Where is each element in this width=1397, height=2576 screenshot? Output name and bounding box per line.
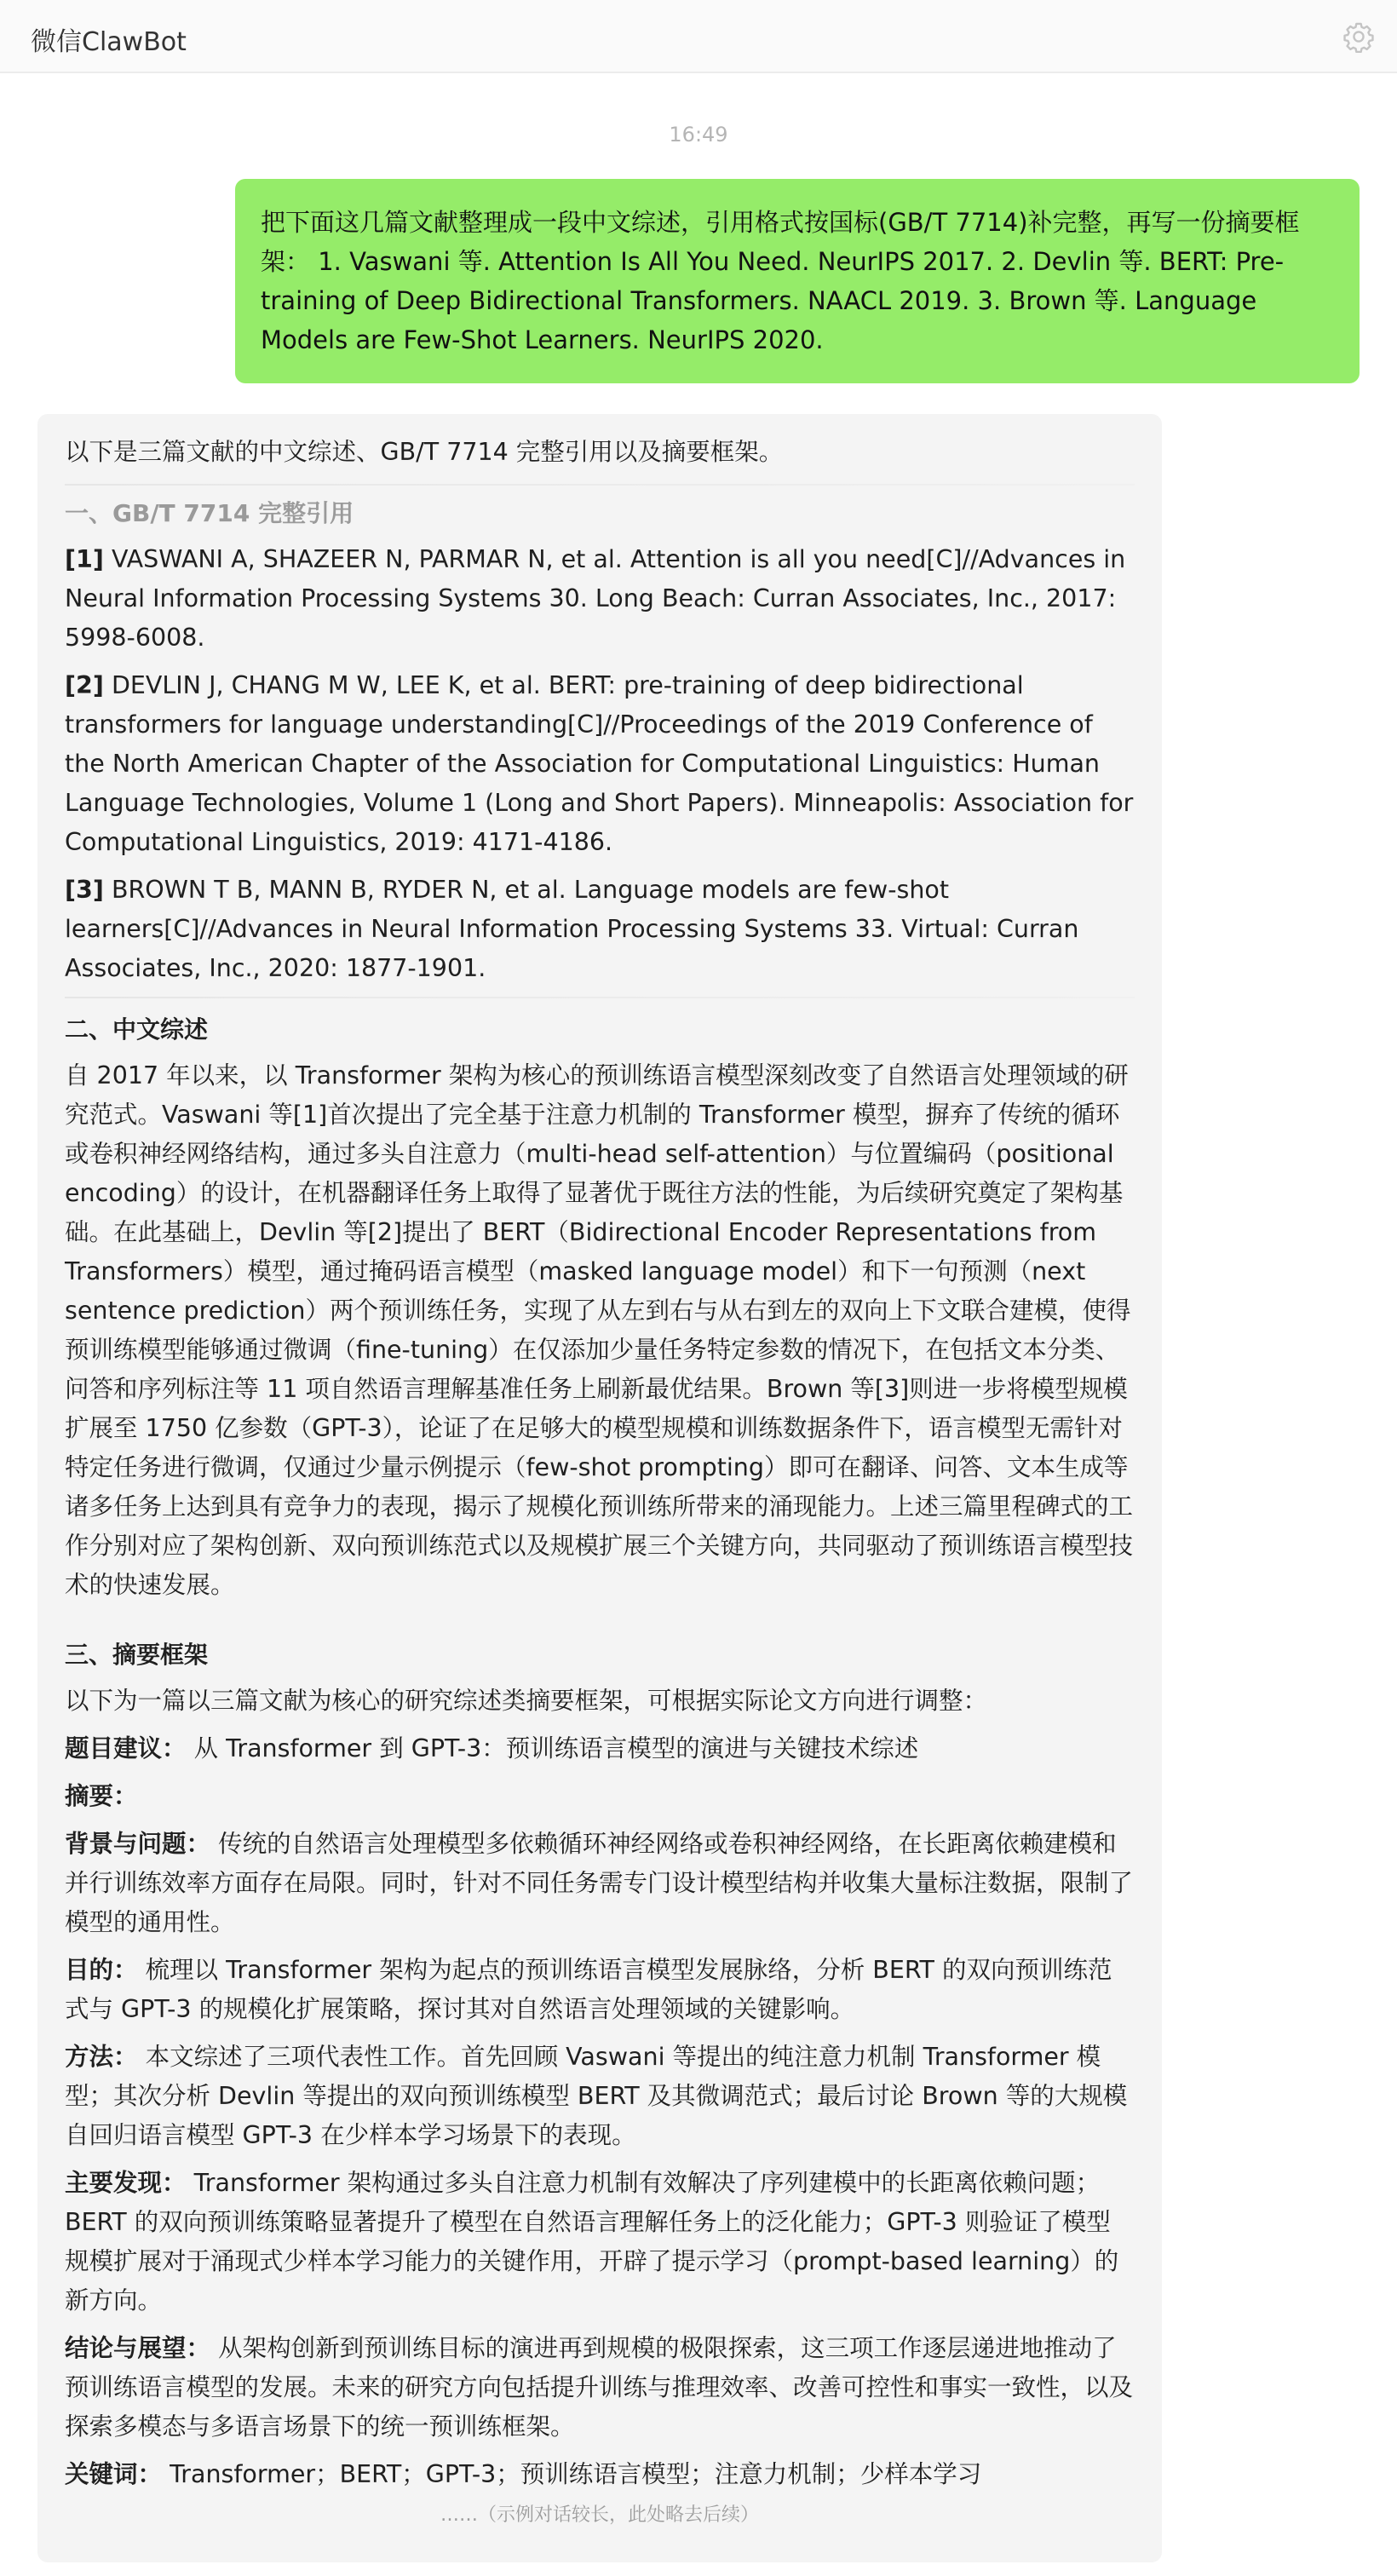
- field-value: 从架构创新到预训练目标的演进再到规模的极限探索，这三项工作逐层递进地推动了预训练语言模型的发展。未来的研究方向包括提升训练与推理效率、改善可控性和事实一致性，以及探索多模态与多语言场景下的统一预训练框架。: [65, 2334, 1134, 2441]
- field-value: Transformer；BERT；GPT-3；预训练语言模型；注意力机制；少样本学习: [170, 2460, 982, 2488]
- bot-message-bubble[interactable]: [37, 414, 1162, 2562]
- field-label: 摘要：: [65, 1782, 138, 1810]
- field-label: 方法：: [65, 2043, 138, 2071]
- reference-text: DEVLIN J, CHANG M W, LEE K, et al. BERT: pre-training of deep bidirectional transformers for language understanding[C]//Proceedings of the 2019 Conference of the North American Chapter of the Association for Computational Linguistics: Human Language Technologies, Volume 1 (Long and Short Papers). Minneapolis: Association for Computational Linguistics, 2019: 4171-4186.: [65, 671, 1134, 856]
- title-suggestion: [65, 1729, 1135, 1768]
- truncation-note: ……（示例对话较长，此处略去后续）: [440, 2504, 759, 2526]
- user-message-bubble[interactable]: [235, 179, 1360, 383]
- reference-item: [65, 871, 1135, 988]
- chat-area[interactable]: [0, 73, 1397, 2576]
- message-timestamp: 16:49: [669, 123, 728, 147]
- method-field: [65, 2038, 1135, 2155]
- bot-intro: 以下是三篇文献的中文综述、GB/T 7714 完整引用以及摘要框架。: [65, 438, 784, 466]
- gear-icon[interactable]: [1342, 20, 1375, 53]
- review-paragraph: 自 2017 年以来，以 Transformer 架构为核心的预训练语言模型深刻改变了自然语言处理领域的研究范式。Vaswani 等[1]首次提出了完全基于注意力机制的 Transformer 模型，摒弃了传统的循环或卷积神经网络结构，通过多头自注意力（multi-head self-attention）与位置编码（positional encoding）的设计，在机器翻译任务上取得了显著优于既往方法的性能，为后续研究奠定了架构基础。在此基础上，Devlin 等[2]提出了 BERT（Bidirectional Encoder Representations from Transformers）模型，通过掩码语言模型（masked language model）和下一句预测（next sentence prediction）两个预训练任务，实现了从左到右与从右到左的双向上下文联合建模，使得预训练模型能够通过微调（fine-tuning）在仅添加少量任务特定参数的情况下，在包括文本分类、问答和序列标注等 11 项自然语言理解基准任务上刷新最优结果。Brown 等[3]则进一步将模型规模扩展至 1750 亿参数（GPT-3），论证了在足够大的模型规模和训练数据条件下，语言模型无需针对特定任务进行微调，仅通过少量示例提示（few-shot prompting）即可在翻译、问答、文本生成等诸多任务上达到具有竞争力的表现，揭示了规模化预训练所带来的涌现能力。上述三篇里程碑式的工作分别对应了架构创新、双向预训练范式以及规模扩展三个关键方向，共同驱动了预训练语言模型技术的快速发展。: [65, 1061, 1134, 1599]
- field-value: Transformer 架构通过多头自注意力机制有效解决了序列建模中的长距离依赖问题；BERT 的双向预训练策略显著提升了模型在自然语言理解任务上的泛化能力；GPT-3 则验证了模型规模扩展对于涌现式少样本学习能力的关键作用，开辟了提示学习（prompt-based learning）的新方向。: [65, 2169, 1119, 2314]
- field-value: 从 Transformer 到 GPT-3：预训练语言模型的演进与关键技术综述: [193, 1734, 919, 1762]
- section-heading-review: 二、中文综述: [65, 1015, 209, 1044]
- framework-intro: 以下为一篇以三篇文献为核心的研究综述类摘要框架，可根据实际论文方向进行调整：: [65, 1687, 988, 1715]
- field-label: 结论与展望：: [65, 2334, 211, 2362]
- user-message-text: 把下面这几篇文献整理成一段中文综述，引用格式按国标(GB/T 7714)补完整，再写一份摘要框架： 1. Vaswani 等. Attention Is All You Need. NeurIPS 2017. 2. Devlin 等. BERT: Pre-training of Deep Bidirectional Transformers. NAACL 2019. 3. Brown 等. Language Models are Few-Shot Learners. NeurIPS 2020.: [261, 208, 1300, 354]
- app-title: 微信ClawBot: [31, 27, 187, 57]
- field-label: 背景与问题：: [65, 1830, 211, 1858]
- conclusion-field: [65, 2329, 1135, 2447]
- keywords-field: [65, 2455, 1135, 2494]
- divider: [65, 997, 1135, 998]
- field-label: 主要发现：: [65, 2169, 187, 2197]
- field-value: 传统的自然语言处理模型多依赖循环神经网络或卷积神经网络，在长距离依赖建模和并行训练效率方面存在局限。同时，针对不同任务需专门设计模型结构并收集大量标注数据，限制了模型的通用性。: [65, 1830, 1134, 1936]
- abstract-label-line: [65, 1777, 1135, 1816]
- field-value: 本文综述了三项代表性工作。首先回顾 Vaswani 等提出的纯注意力机制 Transformer 模型；其次分析 Devlin 等提出的双向预训练模型 BERT 及其微调范式；最后讨论 Brown 等的大规模自回归语言模型 GPT-3 在少样本学习场景下的表现。: [65, 2043, 1128, 2149]
- section-heading-citations: 一、GB/T 7714 完整引用: [65, 499, 354, 527]
- reference-number: [3]: [65, 876, 104, 904]
- reference-number: [1]: [65, 545, 104, 573]
- divider: [65, 484, 1135, 486]
- field-label: 题目建议：: [65, 1734, 187, 1762]
- reference-item: [65, 540, 1135, 658]
- reference-number: [2]: [65, 671, 104, 699]
- field-label: 关键词：: [65, 2460, 163, 2488]
- purpose-field: [65, 1951, 1135, 2029]
- section-heading-framework: 三、摘要框架: [65, 1641, 209, 1669]
- reference-text: VASWANI A, SHAZEER N, PARMAR N, et al. Attention is all you need[C]//Advances in Neural Information Processing Systems 30. Long Beach: Curran Associates, Inc., 2017: 5998-6008.: [65, 545, 1126, 652]
- reference-item: [65, 666, 1135, 862]
- top-bar: [0, 0, 1397, 73]
- findings-field: [65, 2164, 1135, 2320]
- field-value: 梳理以 Transformer 架构为起点的预训练语言模型发展脉络，分析 BERT 的双向预训练范式与 GPT-3 的规模化扩展策略，探讨其对自然语言处理领域的关键影响。: [65, 1956, 1112, 2023]
- background-field: [65, 1825, 1135, 1942]
- reference-text: BROWN T B, MANN B, RYDER N, et al. Language models are few-shot learners[C]//Advances in Neural Information Processing Systems 33. Virtual: Curran Associates, Inc., 2020: 1877-1901.: [65, 876, 1079, 982]
- field-label: 目的：: [65, 1956, 138, 1984]
